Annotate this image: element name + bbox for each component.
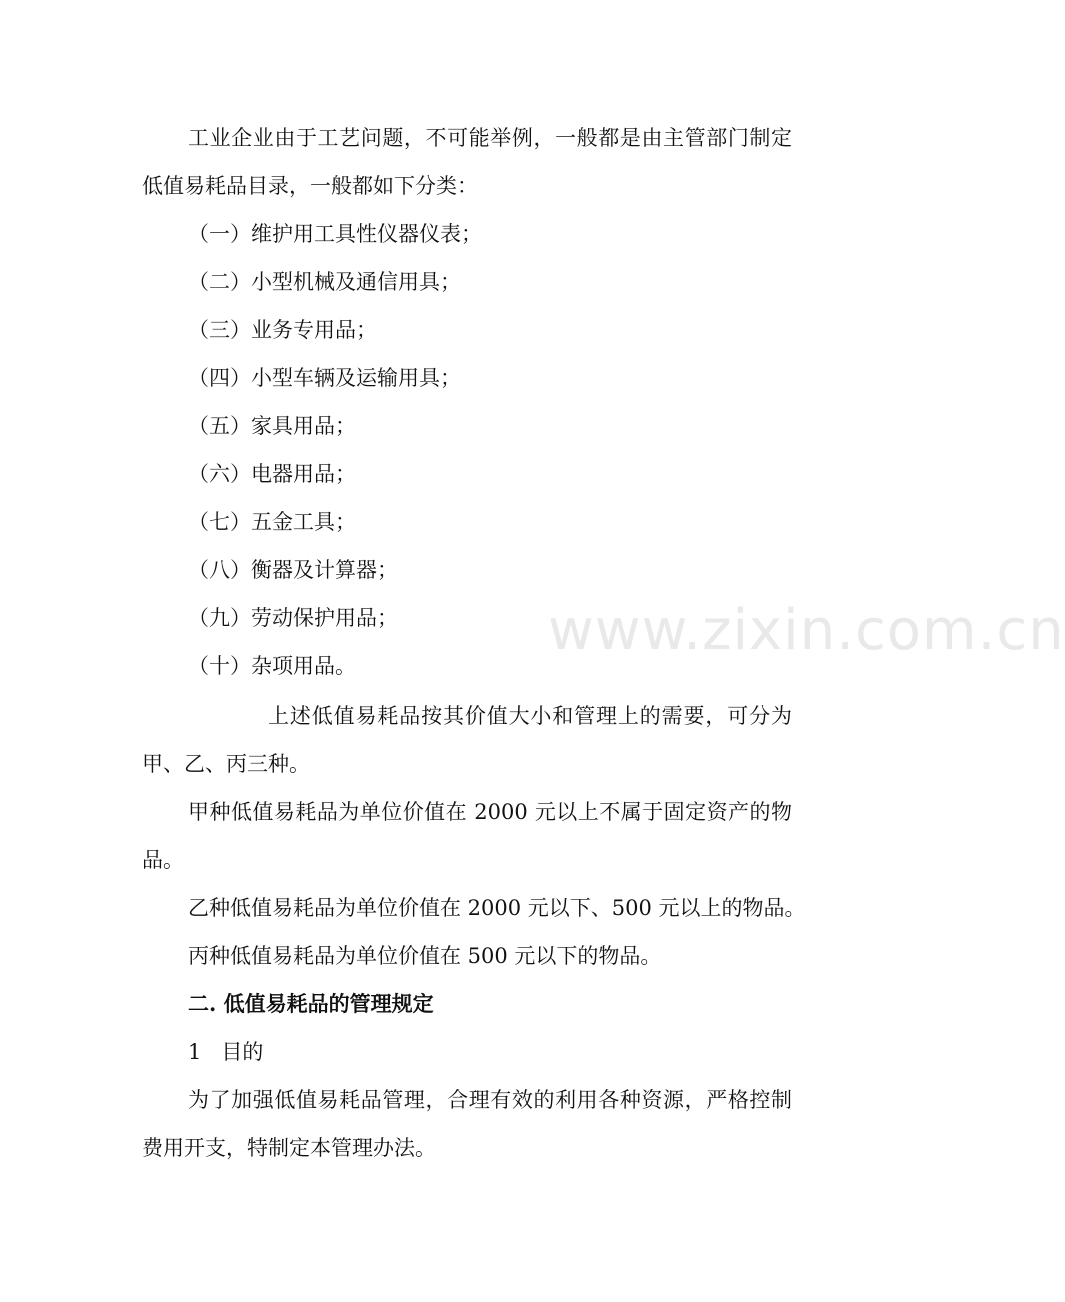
- class-c-line: 丙种低值易耗品为单位价值在 500 元以下的物品。: [188, 944, 662, 968]
- category-item-4: （四）小型车辆及运输用具；: [188, 366, 461, 390]
- classification-line-2: 甲、乙、丙三种。: [142, 752, 310, 776]
- classification-line-1: 上述低值易耗品按其价值大小和管理上的需要，可分为: [268, 704, 792, 728]
- subsection-number: 1: [188, 1040, 202, 1064]
- category-item-1: （一）维护用工具性仪器仪表；: [188, 222, 482, 246]
- category-item-7: （七）五金工具；: [188, 510, 356, 534]
- section-heading: 二. 低值易耗品的管理规定: [188, 991, 434, 1016]
- purpose-line-2: 费用开支，特制定本管理办法。: [142, 1136, 436, 1160]
- subsection-title: 目的: [221, 1040, 264, 1064]
- category-item-10: （十）杂项用品。: [188, 654, 356, 678]
- category-item-2: （二）小型机械及通信用具；: [188, 270, 461, 294]
- purpose-line-1: 为了加强低值易耗品管理，合理有效的利用各种资源，严格控制: [188, 1088, 792, 1112]
- subsection-heading: [188, 1037, 838, 1067]
- class-a-line-2: 品。: [142, 848, 184, 872]
- intro-paragraph-line-1: 工业企业由于工艺问题，不可能举例，一般都是由主管部门制定: [188, 126, 792, 150]
- category-item-8: （八）衡器及计算器；: [188, 558, 398, 582]
- class-a-line-1: 甲种低值易耗品为单位价值在 2000 元以上不属于固定资产的物: [188, 800, 792, 824]
- watermark: www.zixin.com.cn: [548, 598, 1065, 663]
- intro-paragraph-line-2: 低值易耗品目录，一般都如下分类：: [142, 174, 478, 198]
- category-item-3: （三）业务专用品；: [188, 318, 377, 342]
- class-b-line: 乙种低值易耗品为单位价值在 2000 元以下、500 元以上的物品。: [188, 896, 806, 920]
- category-item-9: （九）劳动保护用品；: [188, 606, 398, 630]
- category-item-6: （六）电器用品；: [188, 462, 356, 486]
- category-item-5: （五）家具用品；: [188, 414, 356, 438]
